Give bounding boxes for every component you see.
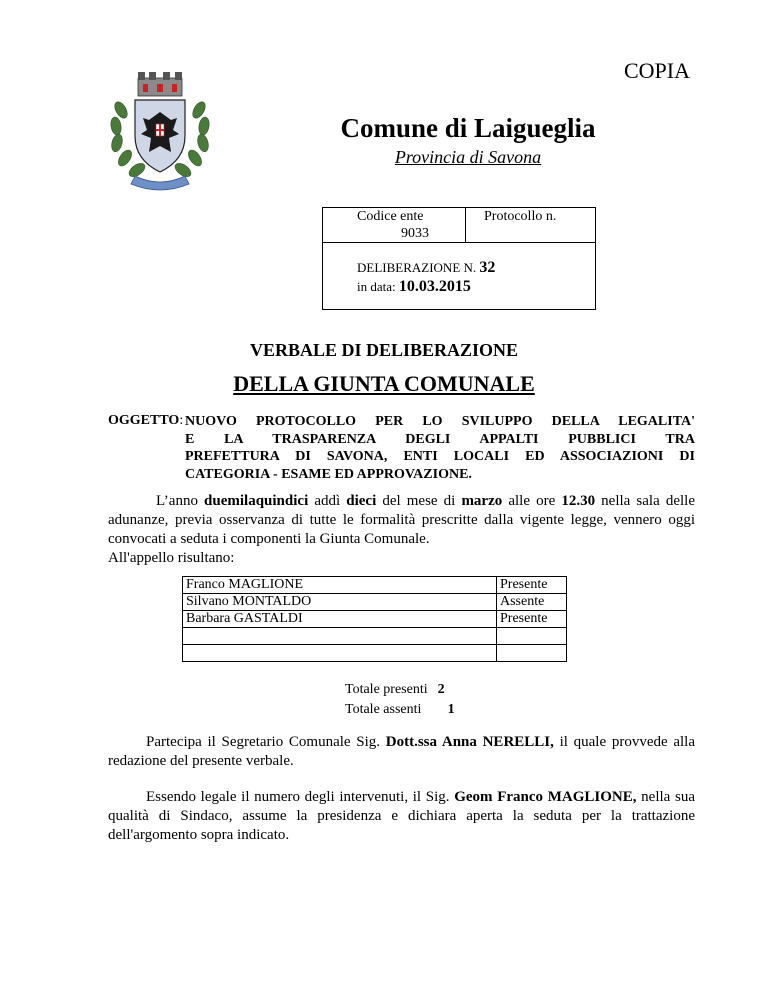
codice-ente-cell [323,208,466,243]
member-name: Barbara GASTALDI [183,611,497,628]
oggetto-line: CATEGORIA - ESAME ED APPROVAZIONE. [185,466,472,482]
member-name [183,645,497,662]
member-name: Franco MAGLIONE [183,577,497,594]
member-status: Presente [497,611,567,628]
totals-table [343,679,457,721]
date-line [357,278,471,296]
member-status: Assente [497,594,567,611]
table-row [183,594,567,611]
table-row [183,645,567,662]
protocollo-cell [466,208,595,243]
member-status [497,645,567,662]
municipal-crest-icon [105,68,215,193]
verbale-title: VERBALE DI DELIBERAZIONE [249,340,519,360]
giunta-title: DELLA GIUNTA COMUNALE [233,371,535,396]
oggetto-label: OGGETTO: [108,413,184,428]
deliberazione-line [357,259,495,277]
codice-ente-value: 9033 [401,226,429,241]
table-row [183,611,567,628]
member-name [183,628,497,645]
appello-text: All'appello risultano: [108,550,235,566]
totale-assenti-label: Totale assenti [345,702,422,717]
codice-ente-label: Codice ente [357,209,424,224]
protocollo-label: Protocollo n. [484,209,557,224]
table-row [183,628,567,645]
member-status: Presente [497,577,567,594]
totale-presenti-label: Totale presenti [345,682,428,697]
municipality-title: Comune di Laigueglia [340,113,596,143]
oggetto-text [185,413,695,483]
oggetto-line: NUOVO PROTOCOLLO PER LO SVILUPPO DELLA LEGALITA' [185,414,695,429]
province-subtitle: Provincia di Savona [394,147,542,167]
deliberazione-label: DELIBERAZIONE N. [357,260,477,275]
oggetto-line: E LA TRASPARENZA DEGLI APPALTI PUBBLICI TRA [185,431,695,447]
totale-presenti-value: 2 [437,682,445,697]
oggetto-line: PREFETTURA DI SAVONA, ENTI LOCALI ED ASSOCIAZIONI DI [185,449,695,464]
register-box [322,207,596,310]
member-status [497,628,567,645]
date-label: in data: [357,279,396,294]
intro-paragraph: L’anno duemilaquindici addì dieci del mese di marzo alle ore 12.30 nella sala delle adunanze, previa osservanza di tutte le formalità prescritte dalla vigente legge, vennero oggi convocati a seduta i componenti la Giunta Comunale. [108,493,695,547]
totale-assenti-value: 1 [447,702,455,717]
attendance-table [182,576,567,662]
deliberazione-number: 32 [479,259,496,276]
copy-mark: COPIA [623,58,690,83]
president-paragraph: Essendo legale il numero degli intervenuti, il Sig. Geom Franco MAGLIONE, nella sua qualità di Sindaco, assume la presidenza e dichiara aperta la seduta per la trattazione dell'argomento sopra indicato. [108,789,695,843]
secretary-paragraph: Partecipa il Segretario Comunale Sig. Dott.ssa Anna NERELLI, il quale provvede alla redazione del presente verbale. [108,734,696,769]
table-row [183,577,567,594]
member-name: Silvano MONTALDO [183,594,497,611]
date-value: 10.03.2015 [398,278,471,295]
